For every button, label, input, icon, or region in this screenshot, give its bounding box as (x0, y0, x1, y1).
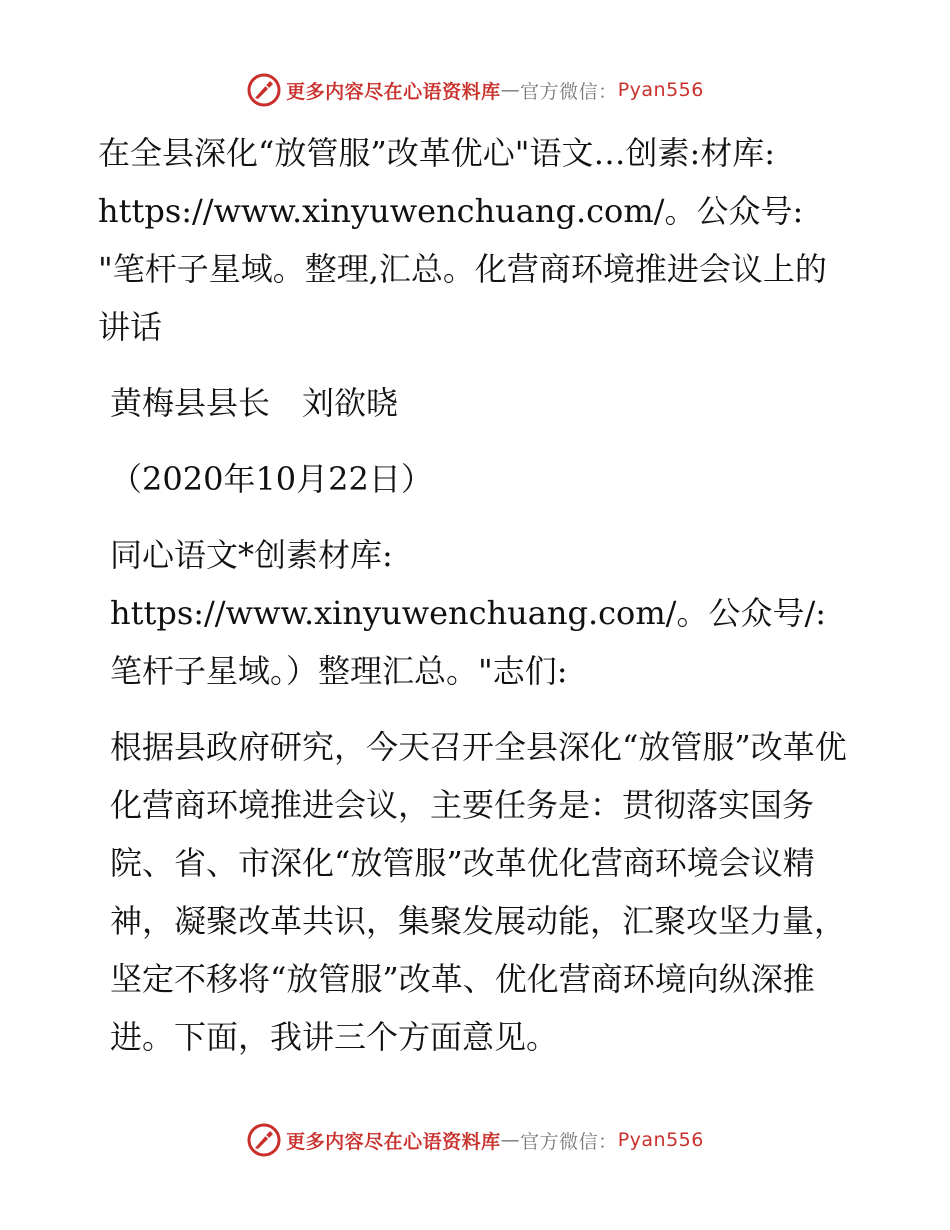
banner-label: 官方微信： (520, 80, 618, 103)
header-banner (0, 72, 950, 108)
author-line: 黄梅县县长 刘欲晓 (110, 384, 399, 422)
banner-main-text: 更多内容尽在心语资料库 (286, 1130, 501, 1153)
document-body (98, 124, 858, 1084)
date-line: （2020年10月22日） (110, 460, 433, 498)
banner-separator: — (500, 79, 521, 101)
banner-label: 官方微信： (520, 1130, 618, 1153)
quill-circle-icon (246, 1122, 282, 1158)
source-note: 同心语文*创素材库: https://www.xinyuwenchuang.com/。公众号/: 笔杆子星域。）整理汇总。"志们: (110, 536, 827, 690)
banner-wechat-id: Pyan556 (617, 79, 704, 101)
quill-circle-icon (246, 72, 282, 108)
footer-banner (0, 1122, 950, 1158)
document-title: 在全县深化“放管服”改革优心"语文…创素:材库: https://www.xinyuwenchuang.com/。公众号: "笔杆子星域。整理,汇总。化营商环境推进会议上的讲话 (98, 134, 827, 346)
body-paragraph: 根据县政府研究，今天召开全县深化“放管服”改革优化营商环境推进会议，主要任务是：贯彻落实国务院、省、市深化“放管服”改革优化营商环境会议精神，凝聚改革共识，集聚发展动能，汇聚攻坚力量，坚定不移将“放管服”改革、优化营商环境向纵深推进。下面，我讲三个方面意见。 (110, 728, 847, 1056)
banner-main-text: 更多内容尽在心语资料库 (286, 80, 501, 103)
banner-wechat-id: Pyan556 (617, 1129, 704, 1151)
banner-separator: — (500, 1129, 521, 1151)
